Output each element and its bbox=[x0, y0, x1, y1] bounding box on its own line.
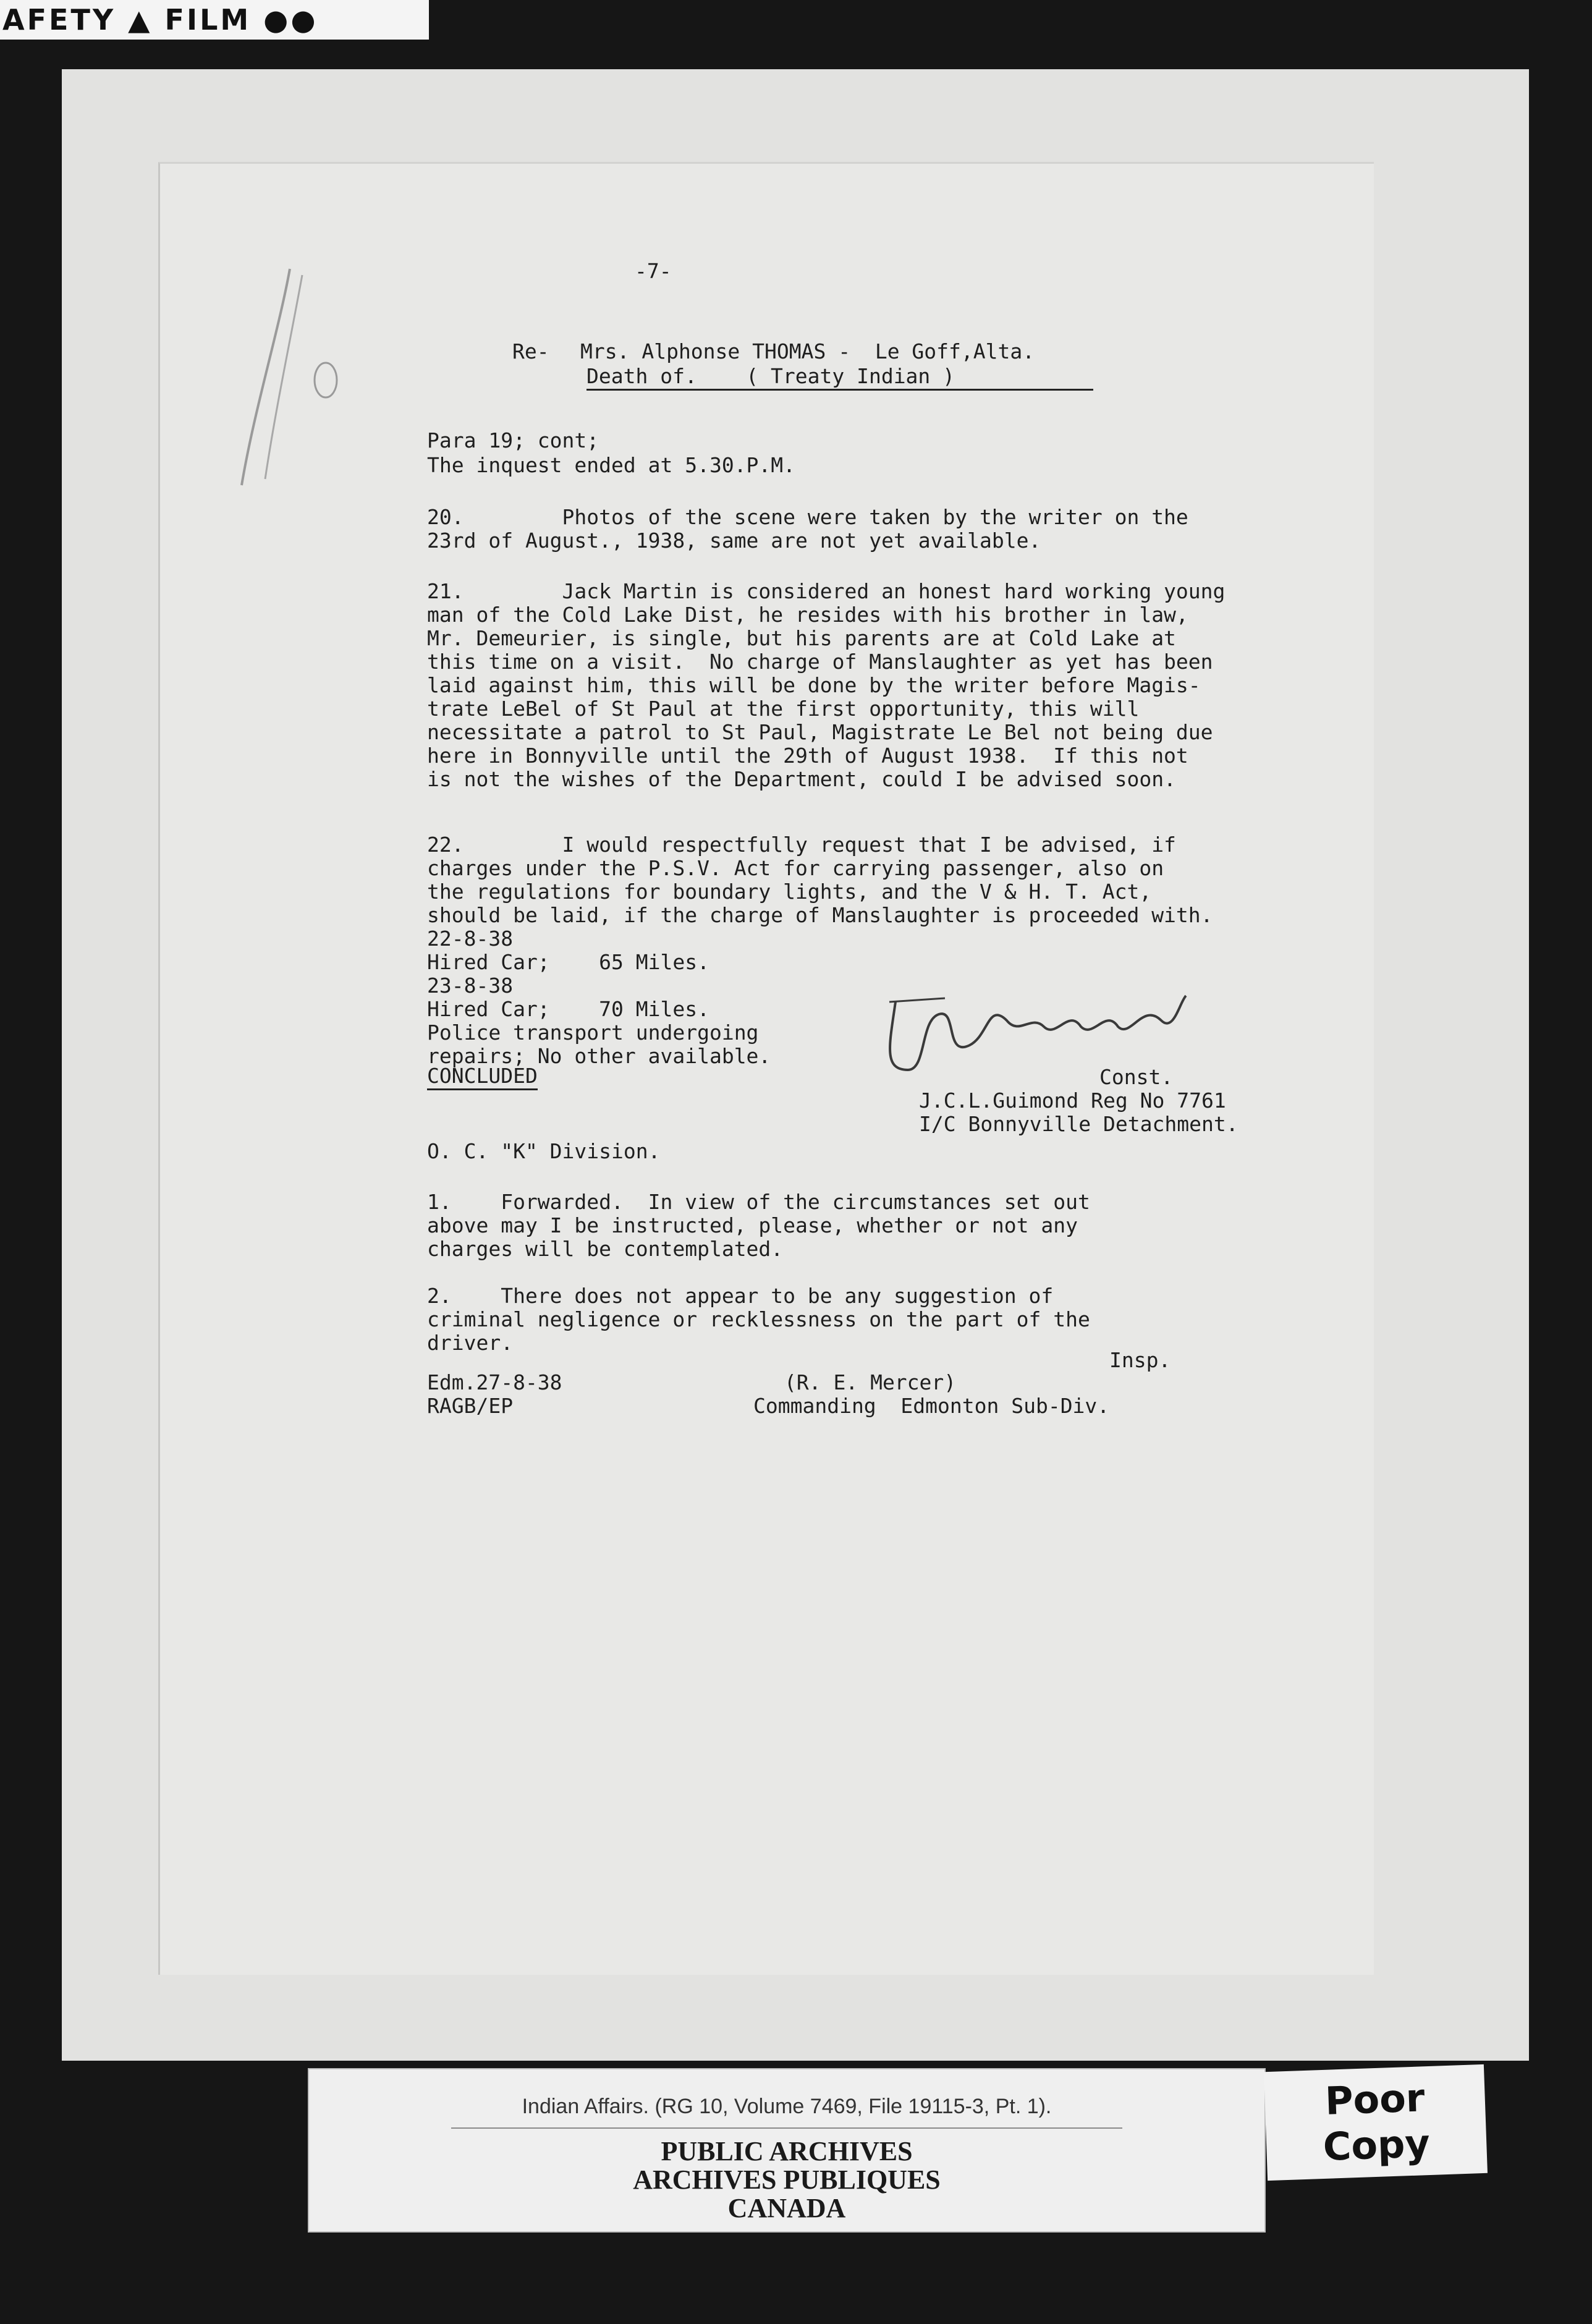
page-number: -7- bbox=[635, 259, 672, 283]
subject-re: Re- bbox=[512, 339, 549, 363]
forward1-line-2: above may I be instructed, please, whether or not any bbox=[427, 1213, 1078, 1237]
mileage-line-1: 22-8-38 bbox=[427, 927, 514, 951]
reference-code: RAGB/EP bbox=[427, 1394, 514, 1418]
para21-line-9: is not the wishes of the Department, could I be advised soon. bbox=[427, 767, 1176, 791]
reference-date: Edm.27-8-38 bbox=[427, 1370, 562, 1394]
mileage-line-4: Hired Car; 70 Miles. bbox=[427, 997, 709, 1021]
forward2-line-1: 2. There does not appear to be any suggestion of bbox=[427, 1284, 1054, 1308]
para21-line-2: man of the Cold Lake Dist, he resides with his brother in law, bbox=[427, 603, 1188, 627]
typed-letter bbox=[160, 164, 1374, 1975]
para22-line-2: charges under the P.S.V. Act for carrying passenger, also on bbox=[427, 856, 1164, 880]
para21-line-8: here in Bonnyville until the 29th of August 1938. If this not bbox=[427, 744, 1188, 768]
mileage-line-5: Police transport undergoing bbox=[427, 1020, 759, 1045]
para19-line-1: Para 19; cont; bbox=[427, 428, 599, 452]
para22-line-3: the regulations for boundary lights, and the V & H. T. Act, bbox=[427, 880, 1152, 904]
subject-line-2: Death of. ( Treaty Indian ) bbox=[586, 364, 1093, 391]
para22-line-1: 22. I would respectfully request that I be advised, if bbox=[427, 833, 1176, 857]
poor-copy-stamp bbox=[1264, 2064, 1488, 2181]
para22-line-4: should be laid, if the charge of Manslaughter is proceeded with. bbox=[427, 903, 1213, 927]
archives-line-1: PUBLIC ARCHIVES bbox=[661, 2136, 913, 2166]
para19-line-2: The inquest ended at 5.30.P.M. bbox=[427, 453, 796, 477]
poor-copy-line-1: Poor bbox=[1324, 2075, 1426, 2124]
subject-line-1: Mrs. Alphonse THOMAS - Le Goff,Alta. bbox=[580, 339, 1035, 363]
mileage-line-6: repairs; No other available. bbox=[427, 1044, 771, 1068]
para21-line-6: trate LeBel of St Paul at the first opportunity, this will bbox=[427, 697, 1140, 721]
insp-label: Insp. bbox=[1109, 1348, 1171, 1372]
concluded-label: CONCLUDED bbox=[427, 1064, 538, 1090]
archives-line-2: ARCHIVES PUBLIQUES bbox=[633, 2165, 941, 2195]
poor-copy-line-2: Copy bbox=[1322, 2120, 1431, 2169]
para21-line-1: 21. Jack Martin is considered an honest hard working young bbox=[427, 579, 1226, 603]
para21-line-7: necessitate a patrol to St Paul, Magistrate Le Bel not being due bbox=[427, 720, 1213, 744]
archives-label-card bbox=[308, 2068, 1266, 2233]
signature-detachment: I/C Bonnyville Detachment. bbox=[919, 1112, 1238, 1136]
para20-line-1: 20. Photos of the scene were taken by the writer on the bbox=[427, 505, 1188, 529]
mileage-line-3: 23-8-38 bbox=[427, 973, 514, 998]
mercer-name: (R. E. Mercer) bbox=[784, 1370, 957, 1394]
film-edge-label: AFETY ▲ FILM ●● bbox=[0, 0, 429, 40]
mileage-line-2: Hired Car; 65 Miles. bbox=[427, 950, 709, 974]
para21-line-3: Mr. Demeurier, is single, but his parents are at Cold Lake at bbox=[427, 626, 1176, 650]
signature-rank: Const. bbox=[1099, 1065, 1174, 1089]
addressee: O. C. "K" Division. bbox=[427, 1139, 661, 1163]
forward2-line-2: criminal negligence or recklessness on the part of the bbox=[427, 1307, 1090, 1331]
signature-name-reg: J.C.L.Guimond Reg No 7761 bbox=[919, 1088, 1226, 1113]
forward1-line-3: charges will be contemplated. bbox=[427, 1237, 784, 1261]
mercer-title: Commanding Edmonton Sub-Div. bbox=[753, 1394, 1110, 1418]
para20-line-2: 23rd of August., 1938, same are not yet available. bbox=[427, 528, 1041, 553]
para21-line-5: laid against him, this will be done by the writer before Magis- bbox=[427, 673, 1201, 697]
document-page bbox=[158, 162, 1374, 1975]
archive-citation: Indian Affairs. (RG 10, Volume 7469, File 19115-3, Pt. 1). bbox=[451, 2085, 1122, 2129]
para21-line-4: this time on a visit. No charge of Manslaughter as yet has been bbox=[427, 650, 1213, 674]
forward2-line-3: driver. bbox=[427, 1331, 514, 1355]
forward1-line-1: 1. Forwarded. In view of the circumstances set out bbox=[427, 1190, 1090, 1214]
archives-line-3: CANADA bbox=[727, 2193, 846, 2223]
